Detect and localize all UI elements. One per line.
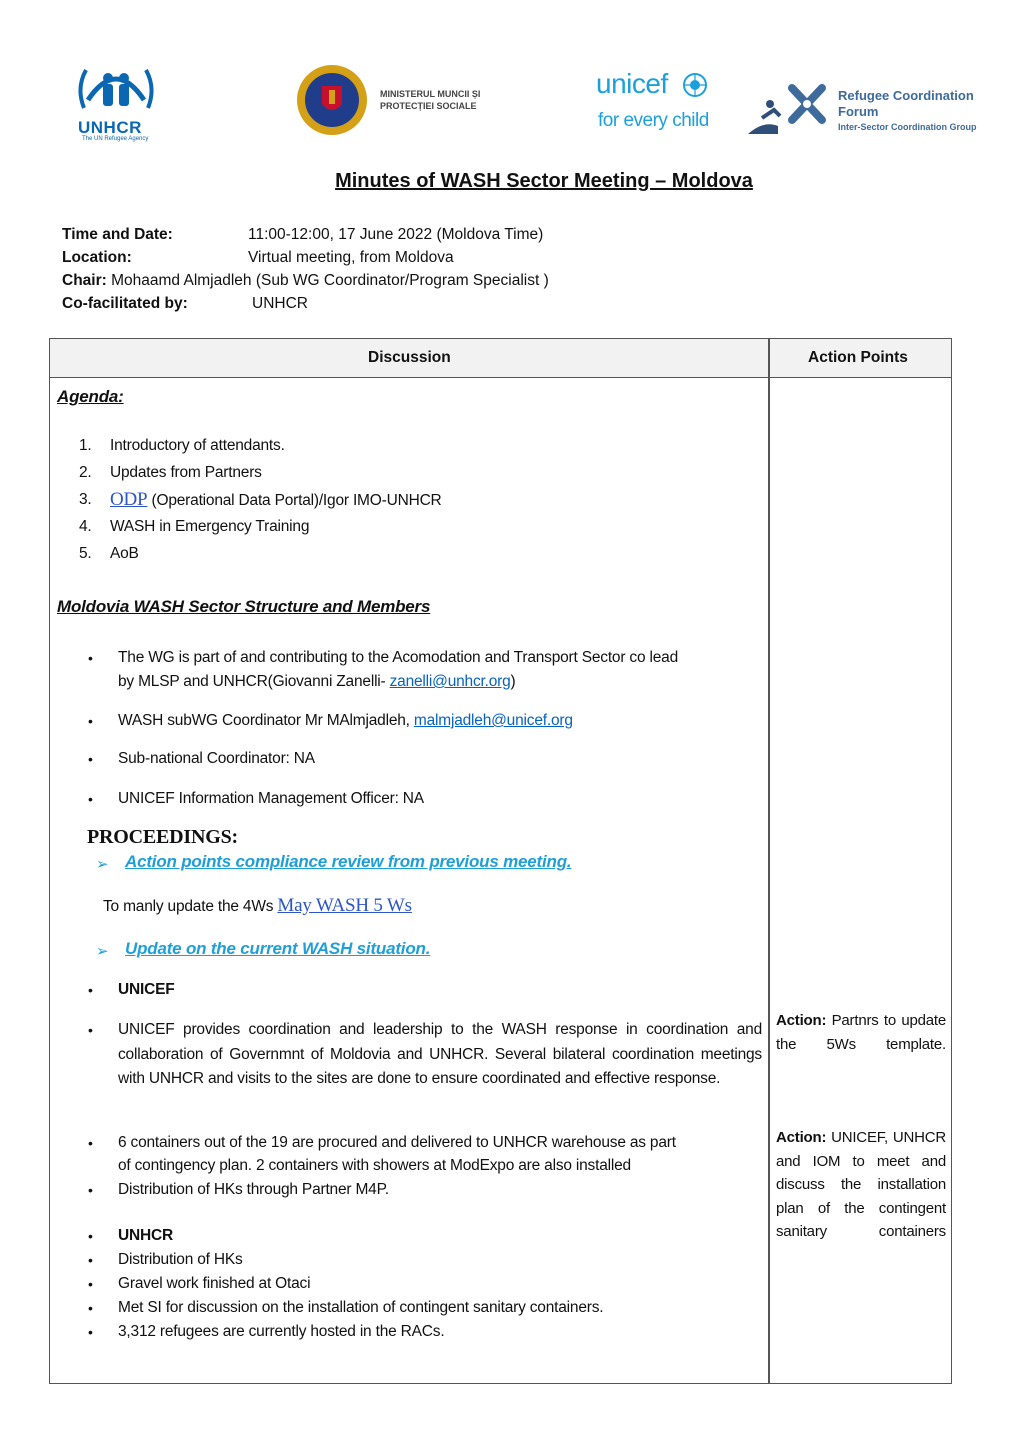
structure-item-text: by MLSP and UNHCR(Giovanni Zanelli- — [118, 673, 390, 690]
unicef-globe-icon — [682, 72, 708, 98]
unicef-paragraph: UNICEF provides coordination and leadership to the WASH response in coordination and collaboration of Governmnt of Moldovia and UNHCR. Several bilateral coordination meetings with UNHCR and visits to the sites are done to ensure coordinated and effective response. — [118, 1021, 762, 1087]
structure-item-text: WASH subWG Coordinator Mr MAlmjadleh, — [118, 712, 414, 729]
unhcr-logo-tag: The UN Refugee Agency — [82, 136, 149, 142]
chair-label: Chair: — [62, 272, 107, 289]
minutes-table — [49, 338, 952, 1384]
bullet-icon: • — [88, 1324, 93, 1340]
action-review-text — [103, 895, 412, 917]
rcf-line1: Refugee Coordination — [838, 88, 974, 103]
column-divider — [768, 339, 770, 1383]
header-action-points: Action Points — [808, 349, 908, 366]
unicef-logo-word: unicef — [596, 68, 668, 99]
structure-item-line — [118, 673, 516, 691]
action-text: UNICEF, UNHCR and IOM to meet and discuss the installation plan of the contingent sanitary containers — [776, 1129, 946, 1240]
ministry-line2: PROTECȚIEI SOCIALE — [380, 101, 477, 111]
malmjadleh-email-link[interactable]: malmjadleh@unicef.org — [413, 712, 573, 729]
location-label: Location: — [62, 249, 132, 266]
table-header — [50, 339, 951, 378]
containers-line: of contingency plan. 2 containers with showers at ModExpo are also installed — [118, 1157, 631, 1174]
time-value: 11:00-12:00, 17 June 2022 (Moldova Time) — [248, 226, 544, 243]
rcf-line3: Inter-Sector Coordination Group — [838, 122, 977, 132]
ministry-logo-text — [380, 88, 480, 112]
unhcr-item: Met SI for discussion on the installation of contingent sanitary containers. — [118, 1299, 604, 1316]
structure-item-line — [118, 712, 573, 730]
agenda-item: AoB — [110, 545, 139, 562]
action-point-2 — [776, 1126, 946, 1244]
containers-line: 6 containers out of the 19 are procured and delivered to UNHCR warehouse as part — [118, 1134, 676, 1151]
odp-description: (Operational Data Portal)/Igor IMO-UNHCR — [147, 492, 442, 509]
odp-link[interactable]: ODP — [110, 489, 148, 510]
unhcr-logo-word: UNHCR — [78, 118, 142, 137]
bullet-icon: • — [88, 1228, 93, 1244]
structure-item-line: UNICEF Information Management Officer: NA — [118, 790, 424, 807]
cofac-label: Co-facilitated by: — [62, 295, 188, 312]
may-wash-5ws-link[interactable]: May WASH 5 Ws — [277, 895, 412, 916]
zanelli-email-link[interactable]: zanelli@unhcr.org — [389, 673, 511, 690]
bullet-icon: • — [88, 1182, 93, 1198]
proceedings-heading: PROCEEDINGS: — [87, 826, 238, 848]
agenda-item: WASH in Emergency Training — [110, 518, 310, 535]
action-text: Partnrs to update the 5Ws template. — [776, 1012, 947, 1053]
bullet-icon: • — [88, 791, 93, 807]
agenda-num: 4. — [79, 518, 92, 535]
meta-time — [62, 226, 544, 244]
rcf-emblem-icon — [744, 80, 840, 140]
action-review-label: To manly update the 4Ws — [103, 898, 278, 915]
bullet-icon: • — [88, 982, 93, 998]
unhcr-item: Gravel work finished at Otaci — [118, 1275, 311, 1292]
unicef-label: UNICEF — [118, 981, 175, 998]
ministry-logo — [296, 64, 506, 136]
agenda-item — [110, 489, 442, 511]
unhcr-logo — [74, 58, 158, 142]
meta-cofacilitated — [62, 295, 308, 313]
structure-item-line: The WG is part of and contributing to the Acomodation and Transport Sector co lead — [118, 649, 679, 666]
action-label: Action: — [776, 1012, 827, 1029]
bullet-icon: • — [88, 1276, 93, 1292]
bullet-icon: • — [88, 1252, 93, 1268]
meta-location — [62, 249, 454, 267]
arrow-icon: ➢ — [96, 943, 109, 960]
cofac-value: UNHCR — [252, 295, 308, 312]
action-point-1 — [776, 1009, 946, 1056]
bullet-icon: • — [88, 650, 93, 666]
distribution-m4p: Distribution of HKs through Partner M4P. — [118, 1181, 389, 1198]
time-label: Time and Date: — [62, 226, 173, 243]
agenda-num: 1. — [79, 437, 92, 454]
structure-item-text: ) — [510, 673, 516, 690]
unicef-logo-tag: for every child — [598, 110, 709, 131]
agenda-num: 3. — [79, 491, 92, 508]
agenda-num: 5. — [79, 545, 92, 562]
agenda-item: Updates from Partners — [110, 464, 262, 481]
unhcr-item: 3,312 refugees are currently hosted in the RACs. — [118, 1323, 445, 1340]
action-review-heading: Action points compliance review from previous meeting. — [125, 852, 572, 871]
unicef-logo — [594, 66, 724, 140]
agenda-num: 2. — [79, 464, 92, 481]
ministry-seal-icon — [296, 64, 368, 136]
meta-chair — [62, 272, 549, 290]
structure-item-line: Sub-national Coordinator: NA — [118, 750, 315, 767]
unhcr-item: Distribution of HKs — [118, 1251, 243, 1268]
bullet-icon: • — [88, 751, 93, 767]
location-value: Virtual meeting, from Moldova — [248, 249, 454, 266]
arrow-icon: ➢ — [96, 856, 109, 873]
bullet-icon: • — [88, 1022, 93, 1038]
action-label: Action: — [776, 1129, 827, 1146]
rcf-logo — [744, 80, 1014, 140]
header-discussion: Discussion — [368, 349, 451, 366]
update-heading: Update on the current WASH situation. — [125, 939, 431, 958]
chair-value: Mohaamd Almjadleh (Sub WG Coordinator/Program Specialist ) — [111, 272, 549, 289]
page-title: Minutes of WASH Sector Meeting – Moldova — [335, 170, 753, 192]
rcf-line2: Forum — [838, 104, 879, 119]
agenda-heading: Agenda: — [57, 387, 124, 406]
agenda-item: Introductory of attendants. — [110, 437, 285, 454]
ministry-line1: MINISTERUL MUNCII ȘI — [380, 89, 481, 99]
bullet-icon: • — [88, 713, 93, 729]
bullet-icon: • — [88, 1300, 93, 1316]
structure-heading: Moldovia WASH Sector Structure and Members — [57, 597, 431, 616]
bullet-icon: • — [88, 1135, 93, 1151]
unhcr-emblem-icon — [74, 58, 158, 120]
unhcr-label: UNHCR — [118, 1227, 173, 1244]
